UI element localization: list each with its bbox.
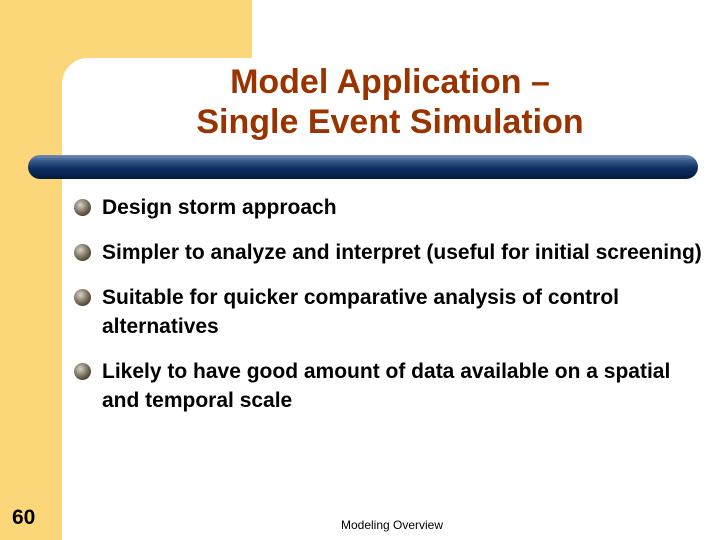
bullet-list <box>70 193 710 431</box>
bullet-item <box>70 193 710 222</box>
bullet-item <box>70 283 710 341</box>
page-number: 60 <box>12 506 36 529</box>
footer-text: Modeling Overview <box>340 518 444 532</box>
title-line-1: Model Application – <box>230 63 550 101</box>
title-line-2: Single Event Simulation <box>196 103 584 141</box>
bullet-item <box>70 357 710 415</box>
bullet-text: Simpler to analyze and interpret (useful for initial screening) <box>102 241 702 264</box>
bullet-text: Likely to have good amount of data available on a spatial and temporal scale <box>102 360 671 412</box>
sphere-bullet-icon <box>74 199 91 216</box>
bullet-text: Design storm approach <box>102 196 337 219</box>
bullet-text: Suitable for quicker comparative analysis of control alternatives <box>102 286 619 338</box>
sphere-bullet-icon <box>74 363 91 380</box>
title-divider-bar <box>28 155 698 179</box>
slide-title <box>60 62 720 142</box>
bullet-item <box>70 238 710 267</box>
sphere-bullet-icon <box>74 289 91 306</box>
sphere-bullet-icon <box>74 244 91 261</box>
